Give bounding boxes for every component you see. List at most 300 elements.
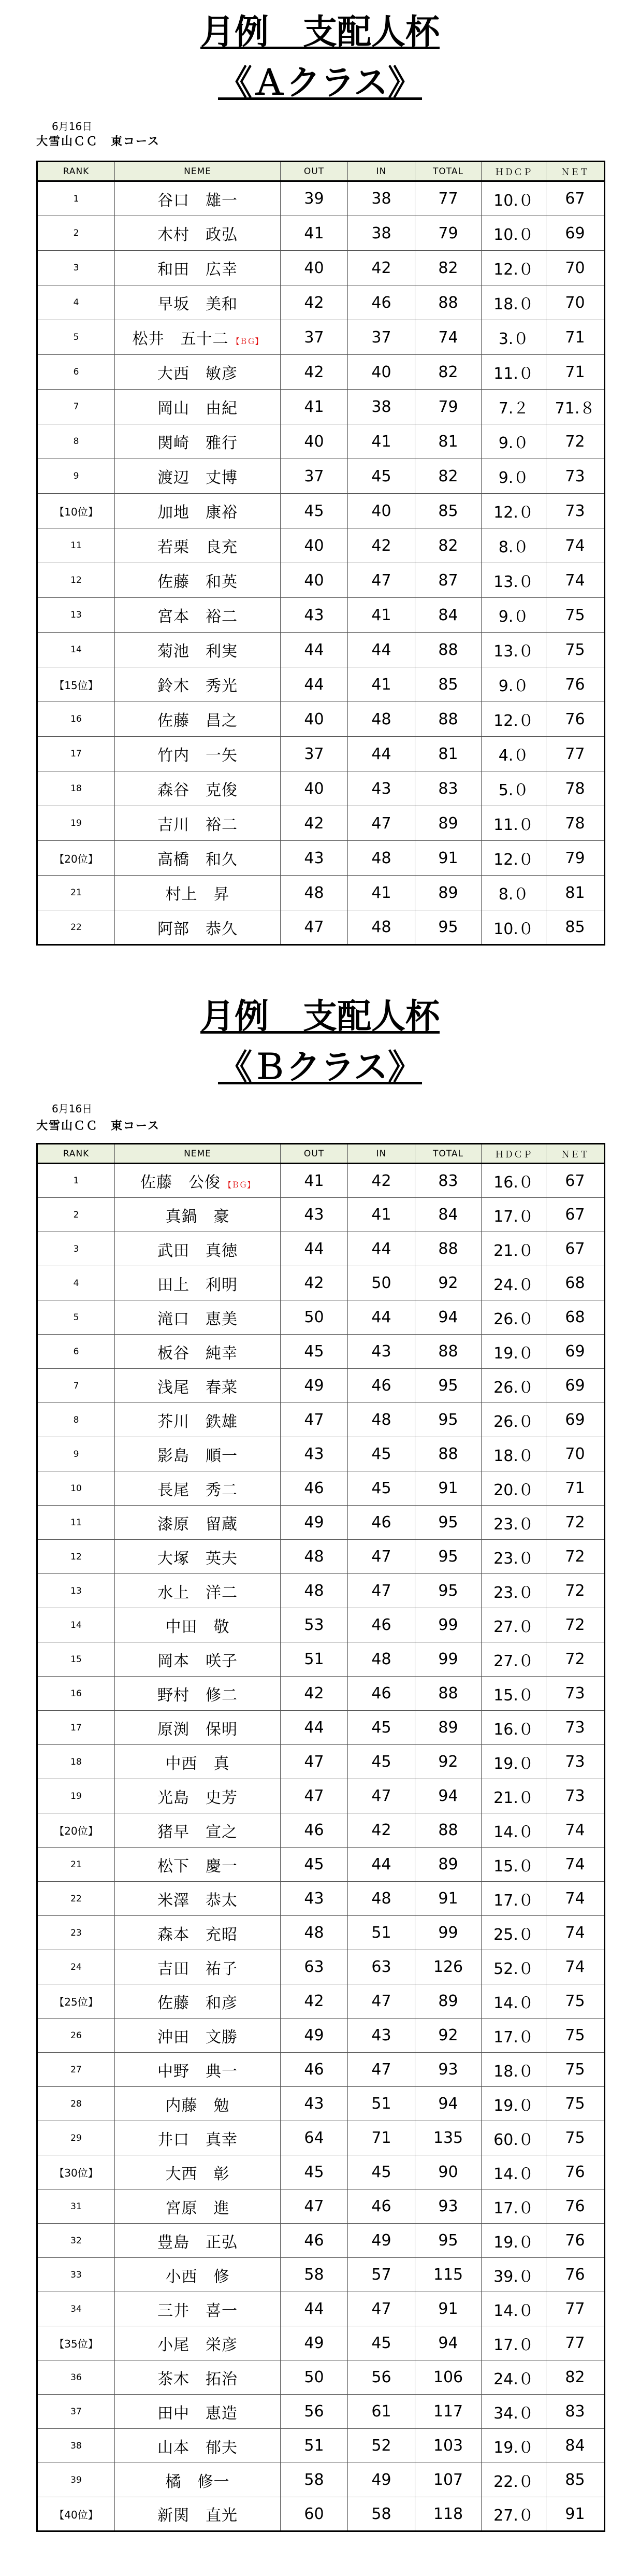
- handicap-cell: 22.０: [482, 2463, 546, 2497]
- player-name: 板谷 純幸: [157, 1344, 238, 1363]
- net-score-cell: 71.８: [546, 390, 605, 424]
- name-cell: [115, 1984, 281, 2019]
- table-row: [37, 424, 605, 459]
- total-score-cell: 117: [415, 2395, 482, 2429]
- net-score-cell: 78: [546, 806, 605, 841]
- table-row: [37, 841, 605, 876]
- in-score-cell: 48: [348, 1642, 415, 1677]
- player-name: 武田 真徳: [157, 1241, 238, 1260]
- rank-cell: 3: [37, 1232, 115, 1266]
- out-score-cell: 37: [281, 459, 348, 494]
- name-cell: [115, 1916, 281, 1950]
- out-score-cell: 41: [281, 216, 348, 251]
- net-score-cell: 77: [546, 737, 605, 771]
- handicap-cell: 19.０: [482, 2429, 546, 2463]
- class-a-venue: 大雪山ＣＣ 東コース: [36, 135, 160, 148]
- total-score-cell: 115: [415, 2258, 482, 2292]
- rank-cell: 17: [37, 1711, 115, 1745]
- out-score-cell: 37: [281, 320, 348, 355]
- out-header: OUT: [281, 1144, 348, 1164]
- total-score-cell: 82: [415, 251, 482, 285]
- net-score-cell: 73: [546, 494, 605, 528]
- name-cell: [115, 2429, 281, 2463]
- handicap-cell: 10.０: [482, 910, 546, 945]
- player-name: 関崎 雅行: [157, 434, 238, 452]
- net-score-cell: 75: [546, 2121, 605, 2155]
- player-name: 滝口 恵美: [157, 1310, 238, 1328]
- out-score-cell: 43: [281, 598, 348, 633]
- name-cell: [115, 494, 281, 528]
- out-score-cell: 40: [281, 251, 348, 285]
- table-row: [37, 2463, 605, 2497]
- in-score-cell: 44: [348, 1232, 415, 1266]
- rank-cell: 4: [37, 285, 115, 320]
- table-row: [37, 1848, 605, 1882]
- total-score-cell: 83: [415, 1164, 482, 1198]
- table-row: [37, 1232, 605, 1266]
- name-cell: [115, 598, 281, 633]
- in-score-cell: 47: [348, 563, 415, 598]
- handicap-cell: 27.０: [482, 1608, 546, 1642]
- total-score-cell: 94: [415, 1300, 482, 1335]
- net-score-cell: 84: [546, 2429, 605, 2463]
- rank-header: RANK: [37, 1144, 115, 1164]
- handicap-cell: 8.０: [482, 528, 546, 563]
- handicap-cell: 15.０: [482, 1677, 546, 1711]
- total-score-cell: 89: [415, 876, 482, 910]
- handicap-cell: 13.０: [482, 633, 546, 667]
- name-cell: [115, 1198, 281, 1232]
- rank-cell: 31: [37, 2189, 115, 2224]
- rank-cell: 17: [37, 737, 115, 771]
- table-row: [37, 1403, 605, 1437]
- total-score-cell: 90: [415, 2155, 482, 2189]
- in-score-cell: 41: [348, 667, 415, 702]
- handicap-cell: 9.０: [482, 598, 546, 633]
- net-score-cell: 72: [546, 1608, 605, 1642]
- out-score-cell: 42: [281, 1677, 348, 1711]
- rank-cell: 28: [37, 2087, 115, 2121]
- in-score-cell: 49: [348, 2224, 415, 2258]
- in-score-cell: 44: [348, 1300, 415, 1335]
- name-cell: [115, 910, 281, 945]
- table-row: [37, 702, 605, 737]
- name-cell: [115, 1813, 281, 1848]
- in-score-cell: 46: [348, 1608, 415, 1642]
- table-row: [37, 285, 605, 320]
- best-gross-badge: 【ＢＧ】: [223, 1180, 255, 1190]
- handicap-cell: 17.０: [482, 2326, 546, 2360]
- out-score-cell: 46: [281, 2224, 348, 2258]
- player-name: 大塚 英夫: [157, 1549, 238, 1568]
- in-score-cell: 48: [348, 841, 415, 876]
- table-row: [37, 2395, 605, 2429]
- name-cell: [115, 459, 281, 494]
- name-cell: [115, 528, 281, 563]
- player-name: 田上 利明: [157, 1276, 238, 1294]
- rank-cell: 32: [37, 2224, 115, 2258]
- name-cell: [115, 390, 281, 424]
- rank-cell: 22: [37, 910, 115, 945]
- player-name: 高橋 和久: [157, 851, 238, 869]
- table-row: [37, 251, 605, 285]
- net-score-cell: 67: [546, 1232, 605, 1266]
- total-score-cell: 92: [415, 1266, 482, 1300]
- out-score-cell: 47: [281, 1403, 348, 1437]
- out-score-cell: 45: [281, 1848, 348, 1882]
- total-score-cell: 91: [415, 841, 482, 876]
- player-name: 若栗 良充: [157, 538, 238, 556]
- table-row: [37, 1677, 605, 1711]
- net-score-cell: 71: [546, 355, 605, 390]
- rank-cell: 12: [37, 1540, 115, 1574]
- rank-cell: 【15位】: [37, 667, 115, 702]
- handicap-cell: 11.０: [482, 806, 546, 841]
- name-cell: [115, 771, 281, 806]
- in-score-cell: 38: [348, 181, 415, 216]
- table-row: [37, 2189, 605, 2224]
- in-score-cell: 43: [348, 2019, 415, 2053]
- rank-cell: 38: [37, 2429, 115, 2463]
- name-cell: [115, 216, 281, 251]
- net-score-cell: 70: [546, 1437, 605, 1471]
- table-row: [37, 1437, 605, 1471]
- total-score-cell: 88: [415, 702, 482, 737]
- out-score-cell: 64: [281, 2121, 348, 2155]
- handicap-cell: 34.０: [482, 2395, 546, 2429]
- player-name: 長尾 秀二: [157, 1481, 238, 1499]
- handicap-cell: 19.０: [482, 1745, 546, 1779]
- table-row: [37, 216, 605, 251]
- total-score-cell: 95: [415, 1369, 482, 1403]
- table-row: [37, 1916, 605, 1950]
- out-score-cell: 45: [281, 494, 348, 528]
- player-name: 森本 充昭: [157, 1925, 238, 1944]
- name-cell: [115, 1164, 281, 1198]
- in-score-cell: 48: [348, 1403, 415, 1437]
- in-score-cell: 43: [348, 1335, 415, 1369]
- total-score-cell: 95: [415, 1506, 482, 1540]
- table-row: [37, 1300, 605, 1335]
- rank-cell: 8: [37, 424, 115, 459]
- table-row: [37, 2497, 605, 2531]
- player-name: 岡山 由紀: [157, 399, 238, 418]
- net-score-cell: 67: [546, 181, 605, 216]
- in-score-cell: 42: [348, 1813, 415, 1848]
- name-header: NEME: [115, 162, 281, 181]
- name-cell: [115, 2258, 281, 2292]
- handicap-cell: 15.０: [482, 1848, 546, 1882]
- net-score-cell: 68: [546, 1266, 605, 1300]
- handicap-cell: 26.０: [482, 1300, 546, 1335]
- table-row: [37, 1471, 605, 1506]
- out-score-cell: 51: [281, 1642, 348, 1677]
- rank-cell: 11: [37, 1506, 115, 1540]
- total-score-cell: 91: [415, 1882, 482, 1916]
- total-score-cell: 118: [415, 2497, 482, 2531]
- name-cell: [115, 424, 281, 459]
- rank-cell: 【40位】: [37, 2497, 115, 2531]
- rank-cell: 16: [37, 702, 115, 737]
- out-score-cell: 42: [281, 806, 348, 841]
- total-score-cell: 82: [415, 528, 482, 563]
- rank-cell: 【10位】: [37, 494, 115, 528]
- out-score-cell: 50: [281, 1300, 348, 1335]
- player-name: 米澤 恭太: [157, 1891, 238, 1910]
- player-name: 漆原 留蔵: [157, 1515, 238, 1534]
- out-score-cell: 41: [281, 1164, 348, 1198]
- handicap-cell: 14.０: [482, 2292, 546, 2326]
- out-score-cell: 39: [281, 181, 348, 216]
- player-name: 茶木 拓治: [157, 2370, 238, 2388]
- player-name: 森谷 克俊: [157, 781, 238, 799]
- out-score-cell: 44: [281, 633, 348, 667]
- name-cell: [115, 1540, 281, 1574]
- in-score-cell: 47: [348, 2292, 415, 2326]
- player-name: 木村 政弘: [157, 226, 238, 244]
- class-b-results-table: [36, 1143, 605, 2532]
- class-a-title-line1: 月例 支配人杯: [200, 12, 440, 52]
- table-header-row: [37, 162, 605, 181]
- handicap-cell: 18.０: [482, 1437, 546, 1471]
- class-b-title-line1: 月例 支配人杯: [200, 996, 440, 1036]
- out-score-cell: 49: [281, 1369, 348, 1403]
- rank-cell: 9: [37, 1437, 115, 1471]
- name-cell: [115, 1608, 281, 1642]
- player-name: 渡辺 丈博: [157, 469, 238, 487]
- name-cell: [115, 841, 281, 876]
- table-row: [37, 390, 605, 424]
- player-name: 山本 郁夫: [157, 2438, 238, 2457]
- in-score-cell: 45: [348, 1745, 415, 1779]
- player-name: 光島 史芳: [157, 1788, 238, 1807]
- out-header: OUT: [281, 162, 348, 181]
- handicap-cell: 18.０: [482, 285, 546, 320]
- class-b-date: 6月16日: [52, 1103, 93, 1115]
- total-score-cell: 88: [415, 285, 482, 320]
- in-score-cell: 37: [348, 320, 415, 355]
- player-name: 松下 慶一: [157, 1857, 238, 1876]
- table-row: [37, 2087, 605, 2121]
- in-score-cell: 44: [348, 1848, 415, 1882]
- table-header-row: [37, 1144, 605, 1164]
- player-name: 宮原 進: [165, 2199, 230, 2217]
- in-score-cell: 63: [348, 1950, 415, 1984]
- net-score-cell: 71: [546, 1471, 605, 1506]
- out-score-cell: 49: [281, 1506, 348, 1540]
- total-score-cell: 87: [415, 563, 482, 598]
- player-name: 中田 敬: [165, 1618, 230, 1636]
- net-score-cell: 77: [546, 2292, 605, 2326]
- total-score-cell: 84: [415, 598, 482, 633]
- out-score-cell: 43: [281, 1882, 348, 1916]
- out-score-cell: 42: [281, 1266, 348, 1300]
- rank-cell: 1: [37, 181, 115, 216]
- total-score-cell: 103: [415, 2429, 482, 2463]
- name-cell: [115, 2189, 281, 2224]
- out-score-cell: 44: [281, 667, 348, 702]
- table-row: [37, 355, 605, 390]
- table-row: [37, 2155, 605, 2189]
- player-name: 水上 洋二: [157, 1583, 238, 1602]
- player-name: 岡本 咲子: [157, 1652, 238, 1670]
- player-name: 新関 直光: [157, 2507, 238, 2525]
- name-cell: [115, 1574, 281, 1608]
- out-score-cell: 63: [281, 1950, 348, 1984]
- rank-cell: 【20位】: [37, 1813, 115, 1848]
- in-score-cell: 56: [348, 2360, 415, 2395]
- name-cell: [115, 1882, 281, 1916]
- handicap-cell: 7.２: [482, 390, 546, 424]
- in-score-cell: 45: [348, 2326, 415, 2360]
- in-score-cell: 43: [348, 771, 415, 806]
- in-score-cell: 47: [348, 2053, 415, 2087]
- table-row: [37, 1950, 605, 1984]
- net-score-cell: 74: [546, 1950, 605, 1984]
- net-score-cell: 73: [546, 1677, 605, 1711]
- in-score-cell: 47: [348, 1574, 415, 1608]
- rank-cell: 36: [37, 2360, 115, 2395]
- player-name: 内藤 勉: [165, 2096, 230, 2115]
- net-score-cell: 81: [546, 876, 605, 910]
- name-cell: [115, 737, 281, 771]
- handicap-cell: 12.０: [482, 251, 546, 285]
- table-row: [37, 667, 605, 702]
- handicap-cell: 24.０: [482, 1266, 546, 1300]
- out-score-cell: 46: [281, 2053, 348, 2087]
- out-score-cell: 42: [281, 1984, 348, 2019]
- name-cell: [115, 1335, 281, 1369]
- in-score-cell: 47: [348, 1779, 415, 1813]
- net-score-cell: 72: [546, 424, 605, 459]
- rank-cell: 5: [37, 1300, 115, 1335]
- rank-cell: 29: [37, 2121, 115, 2155]
- out-score-cell: 44: [281, 1711, 348, 1745]
- in-score-cell: 51: [348, 2087, 415, 2121]
- out-score-cell: 44: [281, 1232, 348, 1266]
- rank-cell: 18: [37, 1745, 115, 1779]
- in-score-cell: 40: [348, 355, 415, 390]
- in-score-cell: 41: [348, 876, 415, 910]
- in-score-cell: 42: [348, 528, 415, 563]
- handicap-cell: 19.０: [482, 1335, 546, 1369]
- handicap-cell: 5.０: [482, 771, 546, 806]
- player-name: 吉田 祐子: [157, 1959, 238, 1978]
- net-score-cell: 75: [546, 598, 605, 633]
- total-score-cell: 77: [415, 181, 482, 216]
- in-score-cell: 40: [348, 494, 415, 528]
- player-name: 佐藤 和英: [157, 573, 238, 591]
- table-row: [37, 528, 605, 563]
- out-score-cell: 47: [281, 910, 348, 945]
- net-score-cell: 75: [546, 2019, 605, 2053]
- table-row: [37, 2019, 605, 2053]
- out-score-cell: 47: [281, 2189, 348, 2224]
- in-score-cell: 42: [348, 251, 415, 285]
- net-score-cell: 73: [546, 1711, 605, 1745]
- total-score-cell: 91: [415, 1471, 482, 1506]
- rank-cell: 1: [37, 1164, 115, 1198]
- rank-cell: 13: [37, 1574, 115, 1608]
- rank-cell: 18: [37, 771, 115, 806]
- out-score-cell: 48: [281, 1916, 348, 1950]
- net-score-cell: 74: [546, 563, 605, 598]
- out-score-cell: 50: [281, 2360, 348, 2395]
- player-name: 中西 真: [165, 1754, 230, 1773]
- net-score-cell: 76: [546, 702, 605, 737]
- rank-cell: 【30位】: [37, 2155, 115, 2189]
- handicap-cell: 26.０: [482, 1403, 546, 1437]
- class-b-venue: 大雪山ＣＣ 東コース: [36, 1120, 160, 1133]
- rank-cell: 26: [37, 2019, 115, 2053]
- handicap-cell: 14.０: [482, 1813, 546, 1848]
- rank-cell: 13: [37, 598, 115, 633]
- table-row: [37, 2258, 605, 2292]
- net-score-cell: 73: [546, 1745, 605, 1779]
- rank-cell: 【25位】: [37, 1984, 115, 2019]
- handicap-cell: 17.０: [482, 2189, 546, 2224]
- in-score-cell: 44: [348, 737, 415, 771]
- total-score-cell: 79: [415, 390, 482, 424]
- net-score-cell: 74: [546, 528, 605, 563]
- total-score-cell: 95: [415, 910, 482, 945]
- handicap-cell: 3.０: [482, 320, 546, 355]
- table-row: [37, 633, 605, 667]
- net-score-cell: 77: [546, 2326, 605, 2360]
- net-header: ＮＥＴ: [546, 162, 605, 181]
- handicap-cell: 14.０: [482, 2155, 546, 2189]
- table-row: [37, 2326, 605, 2360]
- player-name: 松井 五十二: [132, 330, 229, 348]
- out-score-cell: 40: [281, 563, 348, 598]
- rank-cell: 19: [37, 806, 115, 841]
- net-score-cell: 73: [546, 1779, 605, 1813]
- net-score-cell: 75: [546, 1984, 605, 2019]
- handicap-cell: 60.０: [482, 2121, 546, 2155]
- in-score-cell: 51: [348, 1916, 415, 1950]
- hdcp-header: ＨＤＣＰ: [482, 162, 546, 181]
- handicap-cell: 24.０: [482, 2360, 546, 2395]
- net-score-cell: 69: [546, 1403, 605, 1437]
- player-name: 佐藤 昌之: [157, 712, 238, 730]
- in-score-cell: 57: [348, 2258, 415, 2292]
- rank-cell: 22: [37, 1882, 115, 1916]
- name-cell: [115, 181, 281, 216]
- total-score-cell: 88: [415, 1232, 482, 1266]
- out-score-cell: 46: [281, 1813, 348, 1848]
- table-row: [37, 876, 605, 910]
- rank-cell: 2: [37, 216, 115, 251]
- table-row: [37, 1984, 605, 2019]
- name-cell: [115, 1369, 281, 1403]
- rank-cell: 7: [37, 390, 115, 424]
- out-score-cell: 42: [281, 285, 348, 320]
- out-score-cell: 60: [281, 2497, 348, 2531]
- in-score-cell: 52: [348, 2429, 415, 2463]
- table-row: [37, 910, 605, 945]
- rank-cell: 10: [37, 1471, 115, 1506]
- out-score-cell: 46: [281, 1471, 348, 1506]
- net-score-cell: 74: [546, 1848, 605, 1882]
- total-score-cell: 107: [415, 2463, 482, 2497]
- net-score-cell: 67: [546, 1198, 605, 1232]
- table-row: [37, 1642, 605, 1677]
- total-score-cell: 92: [415, 1745, 482, 1779]
- player-name: 宮本 裕二: [157, 608, 238, 626]
- table-row: [37, 1608, 605, 1642]
- in-header: IN: [348, 1144, 415, 1164]
- rank-cell: 4: [37, 1266, 115, 1300]
